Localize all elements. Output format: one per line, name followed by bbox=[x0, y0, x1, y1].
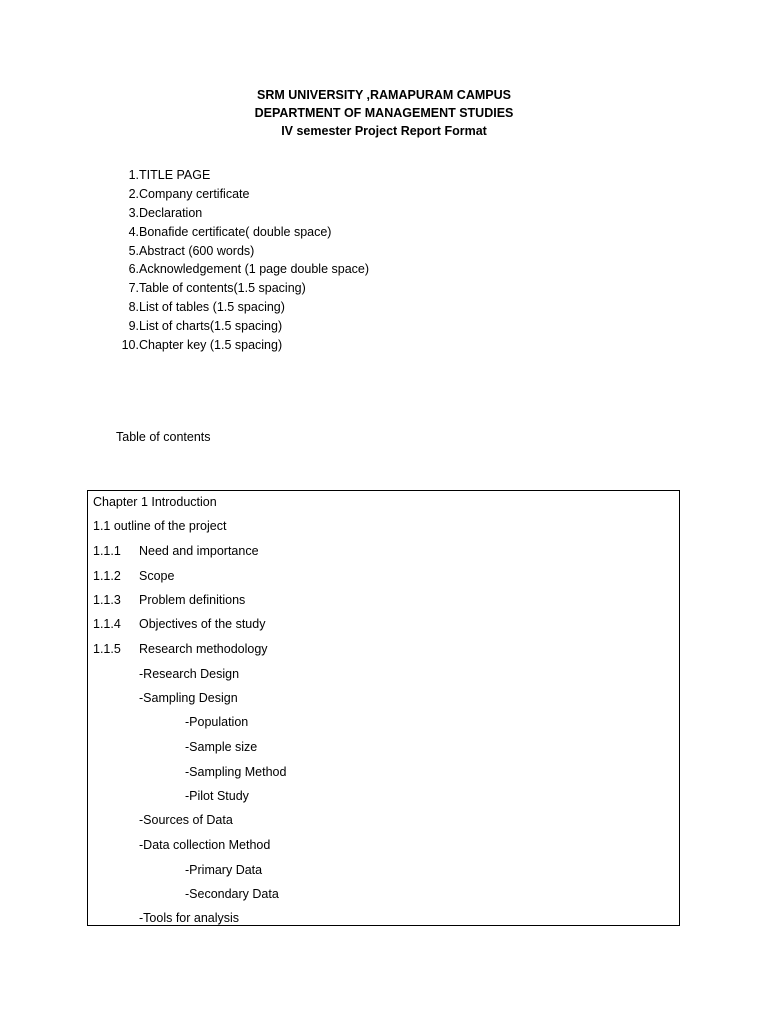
chapter-title: Chapter 1 Introduction bbox=[93, 495, 217, 509]
methodology-subitem: -Sampling Method bbox=[185, 765, 287, 779]
section-label: Scope bbox=[139, 569, 175, 583]
list-item bbox=[113, 223, 332, 242]
list-item bbox=[113, 166, 211, 185]
section-number: 1.1.4 bbox=[93, 617, 121, 631]
list-text: Abstract (600 words) bbox=[139, 243, 255, 258]
section-number: 1.1.1 bbox=[93, 544, 121, 558]
list-number: 8. bbox=[128, 300, 139, 315]
section-label: Need and importance bbox=[139, 544, 259, 558]
list-number: 9. bbox=[128, 319, 139, 334]
list-number: 5. bbox=[128, 243, 139, 258]
list-text: Bonafide certificate( double space) bbox=[139, 224, 332, 239]
list-text: Declaration bbox=[139, 205, 203, 220]
list-item bbox=[113, 260, 370, 279]
list-item bbox=[113, 279, 306, 298]
methodology-item: -Data collection Method bbox=[139, 838, 271, 852]
list-text: TITLE PAGE bbox=[139, 168, 211, 182]
list-item bbox=[113, 298, 285, 317]
section-label: Objectives of the study bbox=[139, 617, 266, 631]
section-number: 1.1.3 bbox=[93, 593, 121, 607]
toc-heading: Table of contents bbox=[116, 430, 211, 444]
list-number: 4. bbox=[128, 224, 139, 239]
format-title: IV semester Project Report Format bbox=[281, 124, 487, 138]
list-number: 7. bbox=[128, 281, 139, 296]
list-item bbox=[113, 204, 203, 223]
methodology-item: -Sampling Design bbox=[139, 691, 238, 705]
list-item bbox=[113, 185, 250, 204]
list-text: List of tables (1.5 spacing) bbox=[139, 300, 285, 315]
methodology-subitem: -Population bbox=[185, 715, 249, 729]
section-number: 1.1.5 bbox=[93, 642, 121, 656]
department-name: DEPARTMENT OF MANAGEMENT STUDIES bbox=[254, 106, 514, 120]
list-text: List of charts(1.5 spacing) bbox=[139, 319, 283, 334]
list-number: 6. bbox=[128, 262, 139, 277]
front-matter-list bbox=[113, 166, 370, 355]
section-label: Research methodology bbox=[139, 642, 268, 656]
list-item bbox=[113, 336, 283, 355]
list-number: 3. bbox=[128, 205, 139, 220]
university-name: SRM UNIVERSITY ,RAMAPURAM CAMPUS bbox=[257, 88, 511, 102]
list-number: 2. bbox=[128, 186, 139, 201]
list-number: 10. bbox=[121, 338, 139, 353]
list-item bbox=[113, 317, 283, 336]
list-item bbox=[113, 242, 255, 261]
methodology-subitem: -Pilot Study bbox=[185, 789, 249, 803]
toc-table bbox=[87, 490, 680, 926]
methodology-subitem: -Primary Data bbox=[185, 863, 263, 877]
methodology-subitem: -Sample size bbox=[185, 740, 258, 754]
list-text: Table of contents(1.5 spacing) bbox=[139, 281, 306, 296]
methodology-subitem: -Secondary Data bbox=[185, 887, 279, 901]
methodology-item: -Research Design bbox=[139, 667, 240, 681]
list-text: Acknowledgement (1 page double space) bbox=[139, 262, 370, 277]
list-number: 1. bbox=[128, 168, 139, 182]
outline-heading: 1.1 outline of the project bbox=[93, 519, 227, 533]
section-number: 1.1.2 bbox=[93, 569, 121, 583]
methodology-item: -Tools for analysis bbox=[139, 911, 240, 925]
list-text: Chapter key (1.5 spacing) bbox=[139, 338, 283, 353]
methodology-item: -Sources of Data bbox=[139, 813, 233, 827]
list-text: Company certificate bbox=[139, 186, 250, 201]
document-header bbox=[0, 86, 768, 140]
section-label: Problem definitions bbox=[139, 593, 246, 607]
